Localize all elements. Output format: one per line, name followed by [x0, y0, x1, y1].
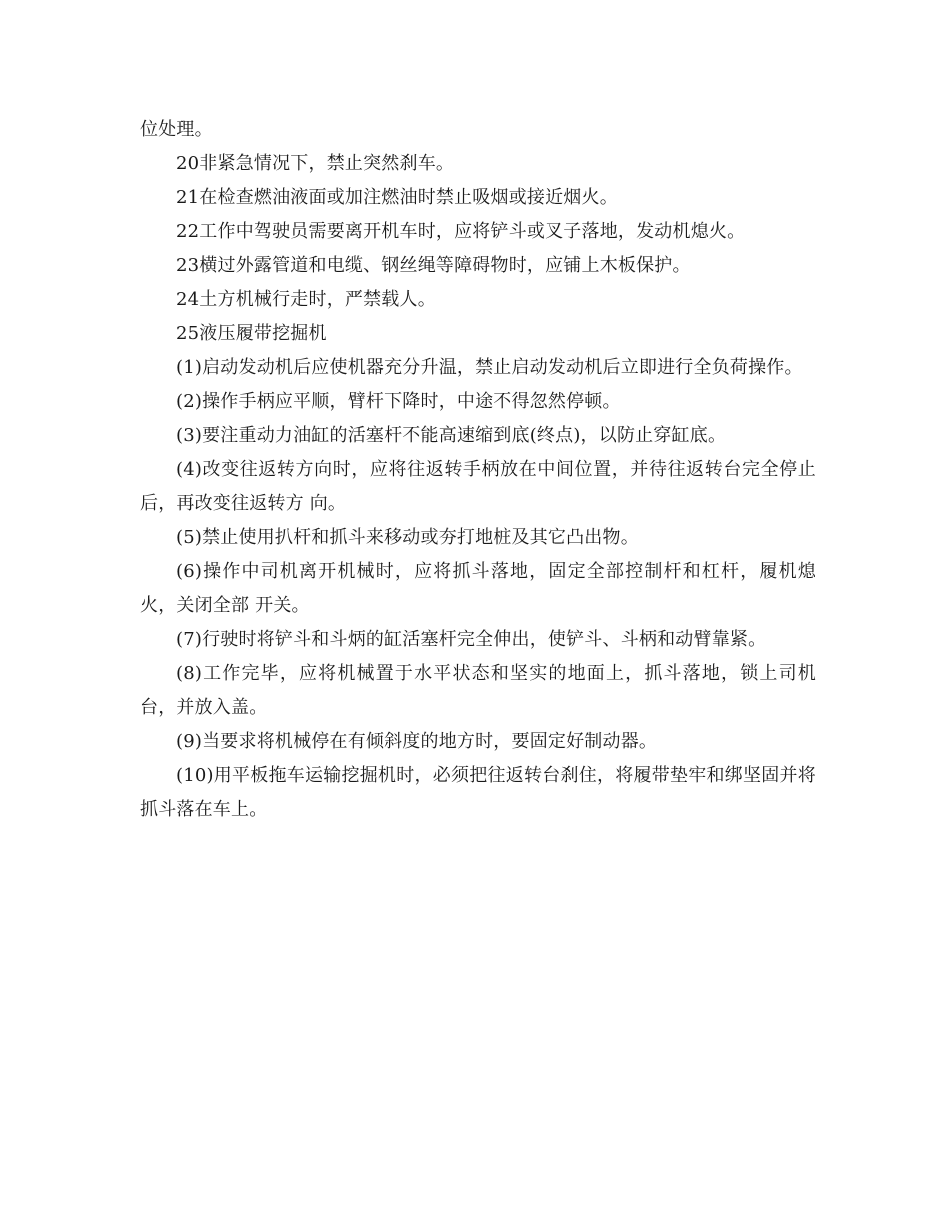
paragraph-item-22: 22工作中驾驶员需要离开机车时，应将铲斗或叉子落地，发动机熄火。 — [176, 221, 746, 242]
paragraph-continuation: 位处理。 — [140, 119, 213, 140]
section-heading-25: 25液压履带挖掘机 — [176, 323, 327, 344]
sub-item-1: (1)启动发动机后应使机器充分升温，禁止启动发动机后立即进行全负荷操作。 — [176, 357, 803, 378]
sub-item-4: (4)改变往返转方向时，应将往返转手柄放在中间位置，并待往返转台完全停止后，再改变往返转方 向。 — [140, 459, 816, 514]
sub-item-9: (9)当要求将机械停在有倾斜度的地方时，要固定好制动器。 — [176, 731, 658, 752]
paragraph-item-23: 23横过外露管道和电缆、钢丝绳等障碍物时，应铺上木板保护。 — [176, 255, 691, 276]
sub-item-7: (7)行驶时将铲斗和斗炳的缸活塞杆完全伸出，使铲斗、斗柄和动臂靠紧。 — [176, 629, 767, 650]
paragraph-item-21: 21在检查燃油液面或加注燃油时禁止吸烟或接近烟火。 — [176, 187, 618, 208]
sub-item-3: (3)要注重动力油缸的活塞杆不能高速缩到底(终点)，以防止穿缸底。 — [176, 425, 727, 446]
sub-item-8: (8)工作完毕，应将机械置于水平状态和坚实的地面上，抓斗落地，锁上司机台，并放入盖。 — [140, 663, 816, 718]
paragraph-item-24: 24土方机械行走时，严禁载人。 — [176, 289, 436, 310]
sub-item-6: (6)操作中司机离开机械时，应将抓斗落地，固定全部控制杆和杠杆，履机熄火，关闭全部 开关。 — [140, 561, 816, 616]
sub-item-2: (2)操作手柄应平顺，臂杆下降时，中途不得忽然停顿。 — [176, 391, 621, 412]
sub-item-10: (10)用平板拖车运输挖掘机时，必须把往返转台刹住，将履带垫牢和绑坚固并将抓斗落在车上。 — [140, 765, 816, 820]
document-body — [140, 113, 816, 827]
sub-item-5: (5)禁止使用扒杆和抓斗来移动或夯打地桩及其它凸出物。 — [176, 527, 639, 548]
paragraph-item-20: 20非紧急情况下，禁止突然刹车。 — [176, 153, 455, 174]
